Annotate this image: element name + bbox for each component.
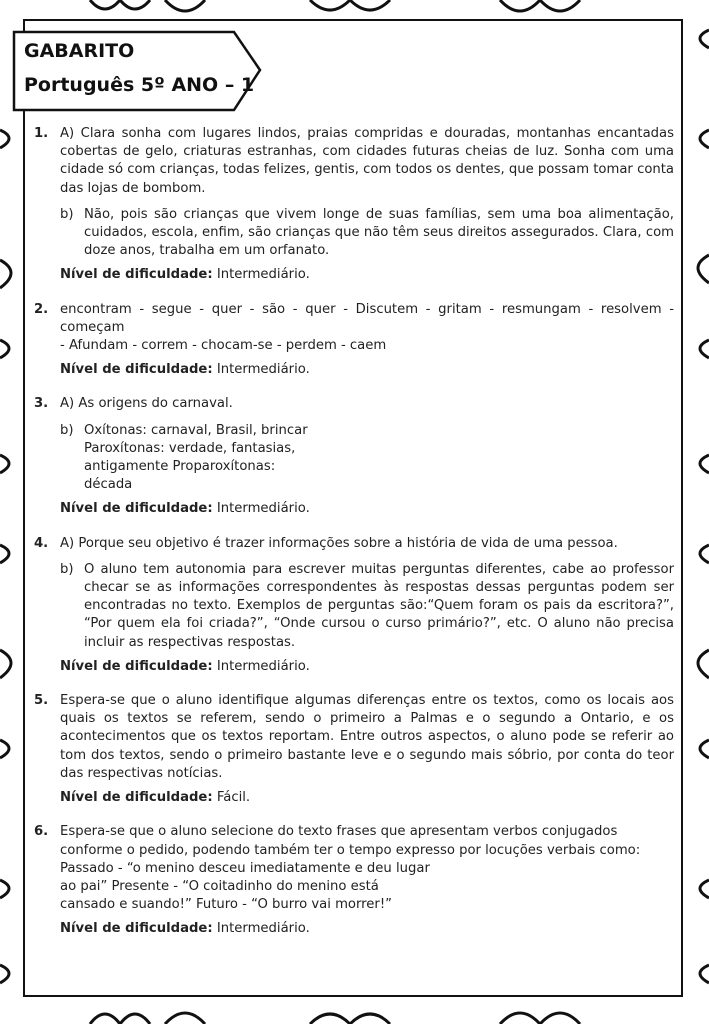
- answer-a-label: A): [60, 396, 75, 412]
- answer-line: Passado - “o menino desceu imediatamente e deu lugar: [60, 860, 430, 876]
- answer-a-label: A): [60, 535, 75, 551]
- answer-line: Espera-se que o aluno selecione do texto frases que apresentam verbos conjugados: [60, 824, 618, 840]
- answer-b-line: década: [84, 477, 133, 493]
- answer-b-text: Não, pois são crianças que vivem longe de suas famílias, sem uma boa alimentação, cuidados, escola, enfim, são crianças que não têm seus direitos assegurados. Clara, com doze anos, trabalha em um orfanato.: [84, 206, 674, 259]
- answer-key-content: [34, 125, 674, 939]
- header-subtitle: Português 5º ANO – 1: [24, 74, 255, 96]
- answer-b-line: Paroxítonas: verdade, fantasias,: [84, 440, 296, 456]
- difficulty-value: Intermediário.: [216, 362, 310, 378]
- difficulty-label: Nível de dificuldade:: [60, 658, 213, 674]
- difficulty-value: Intermediário.: [216, 501, 310, 517]
- answer-a-label: A): [60, 126, 75, 141]
- header-arrow-shape: [12, 20, 262, 118]
- answer-a-text: Porque seu objetivo é trazer informações sobre a história de vida de uma pessoa.: [78, 535, 618, 551]
- difficulty-label: Nível de dificuldade:: [60, 501, 213, 517]
- difficulty-value: Intermediário.: [216, 267, 310, 283]
- question-1: [34, 125, 674, 285]
- difficulty-value: Intermediário.: [216, 658, 310, 674]
- header-title: GABARITO: [24, 40, 135, 62]
- answer-b-text: O aluno tem autonomia para escrever muitas perguntas diferentes, cabe ao professor checar se as informações correspondentes às respostas dessas perguntas podem ser encontradas no texto. Exemplos de perguntas são:“Quem foram os pais da escritora?”, “Por quem ela foi criada?”, “Onde cursou o curso primário?”, etc. O aluno não precisa incluir as respectivas respostas.: [84, 561, 674, 650]
- question-6: [34, 823, 674, 938]
- difficulty-label: Nível de dificuldade:: [60, 921, 213, 937]
- answer-line: ao pai” Presente - “O coitadinho do menino está: [60, 878, 379, 894]
- difficulty-label: Nível de dificuldade:: [60, 267, 213, 283]
- question-2: [34, 301, 674, 380]
- answer-a-text: As origens do carnaval.: [78, 396, 233, 412]
- question-number: 1.: [34, 126, 49, 141]
- difficulty-level: [60, 266, 674, 284]
- answer-a-text: Clara sonha com lugares lindos, praias compridas e douradas, montanhas encantadas cobertas de gelo, criaturas estranhas, com cidades futuras cheias de luz. Sonha com uma cidade só com crianças, todas felizes, gentis, com todos os dentes, que possam tomar conta das lojas de bombom.: [60, 126, 674, 196]
- answer-line: cansado e suando!” Futuro - “O burro vai morrer!”: [60, 897, 392, 913]
- difficulty-level: [60, 920, 674, 938]
- question-number: 6.: [34, 824, 49, 840]
- difficulty-value: Fácil.: [216, 790, 251, 806]
- question-number: 4.: [34, 535, 49, 551]
- question-3: [34, 395, 674, 518]
- difficulty-label: Nível de dificuldade:: [60, 790, 213, 806]
- answer-line: encontram - segue - quer - são - quer - Discutem - gritam - resmungam - resolvem - começam: [60, 301, 674, 335]
- answer-b-line: antigamente Proparoxítonas:: [84, 459, 276, 475]
- answer-line: - Afundam - correm - chocam-se - perdem - caem: [60, 338, 387, 354]
- answer-text: Espera-se que o aluno identifique algumas diferenças entre os textos, como os locais aos quais os textos se referem, sendo o primeiro a Palmas e o segundo a Ontario, e os acontecimentos que os textos reportam. Entre outros aspectos, o aluno pode se referir ao tom dos textos, sendo o primeiro bastante leve e o segundo mais sóbrio, por conta do teor das respectivas notícias.: [60, 693, 674, 781]
- question-number: 5.: [34, 693, 49, 709]
- answer-b-label: b): [60, 206, 74, 222]
- answer-line: conforme o pedido, podendo também ter o tempo expresso por locuções verbais como:: [60, 842, 641, 858]
- question-4: [34, 535, 674, 676]
- question-number: 2.: [34, 301, 49, 317]
- difficulty-label: Nível de dificuldade:: [60, 362, 213, 378]
- difficulty-level: [60, 361, 674, 379]
- difficulty-level: [60, 658, 674, 676]
- question-5: [34, 692, 674, 807]
- difficulty-value: Intermediário.: [216, 921, 310, 937]
- question-number: 3.: [34, 396, 49, 412]
- answer-b-line: Oxítonas: carnaval, Brasil, brincar: [84, 422, 308, 438]
- answer-b-label: b): [60, 561, 74, 577]
- difficulty-level: [60, 789, 674, 807]
- gabarito-header: [12, 20, 262, 118]
- difficulty-level: [60, 500, 674, 518]
- answer-b-label: b): [60, 422, 74, 438]
